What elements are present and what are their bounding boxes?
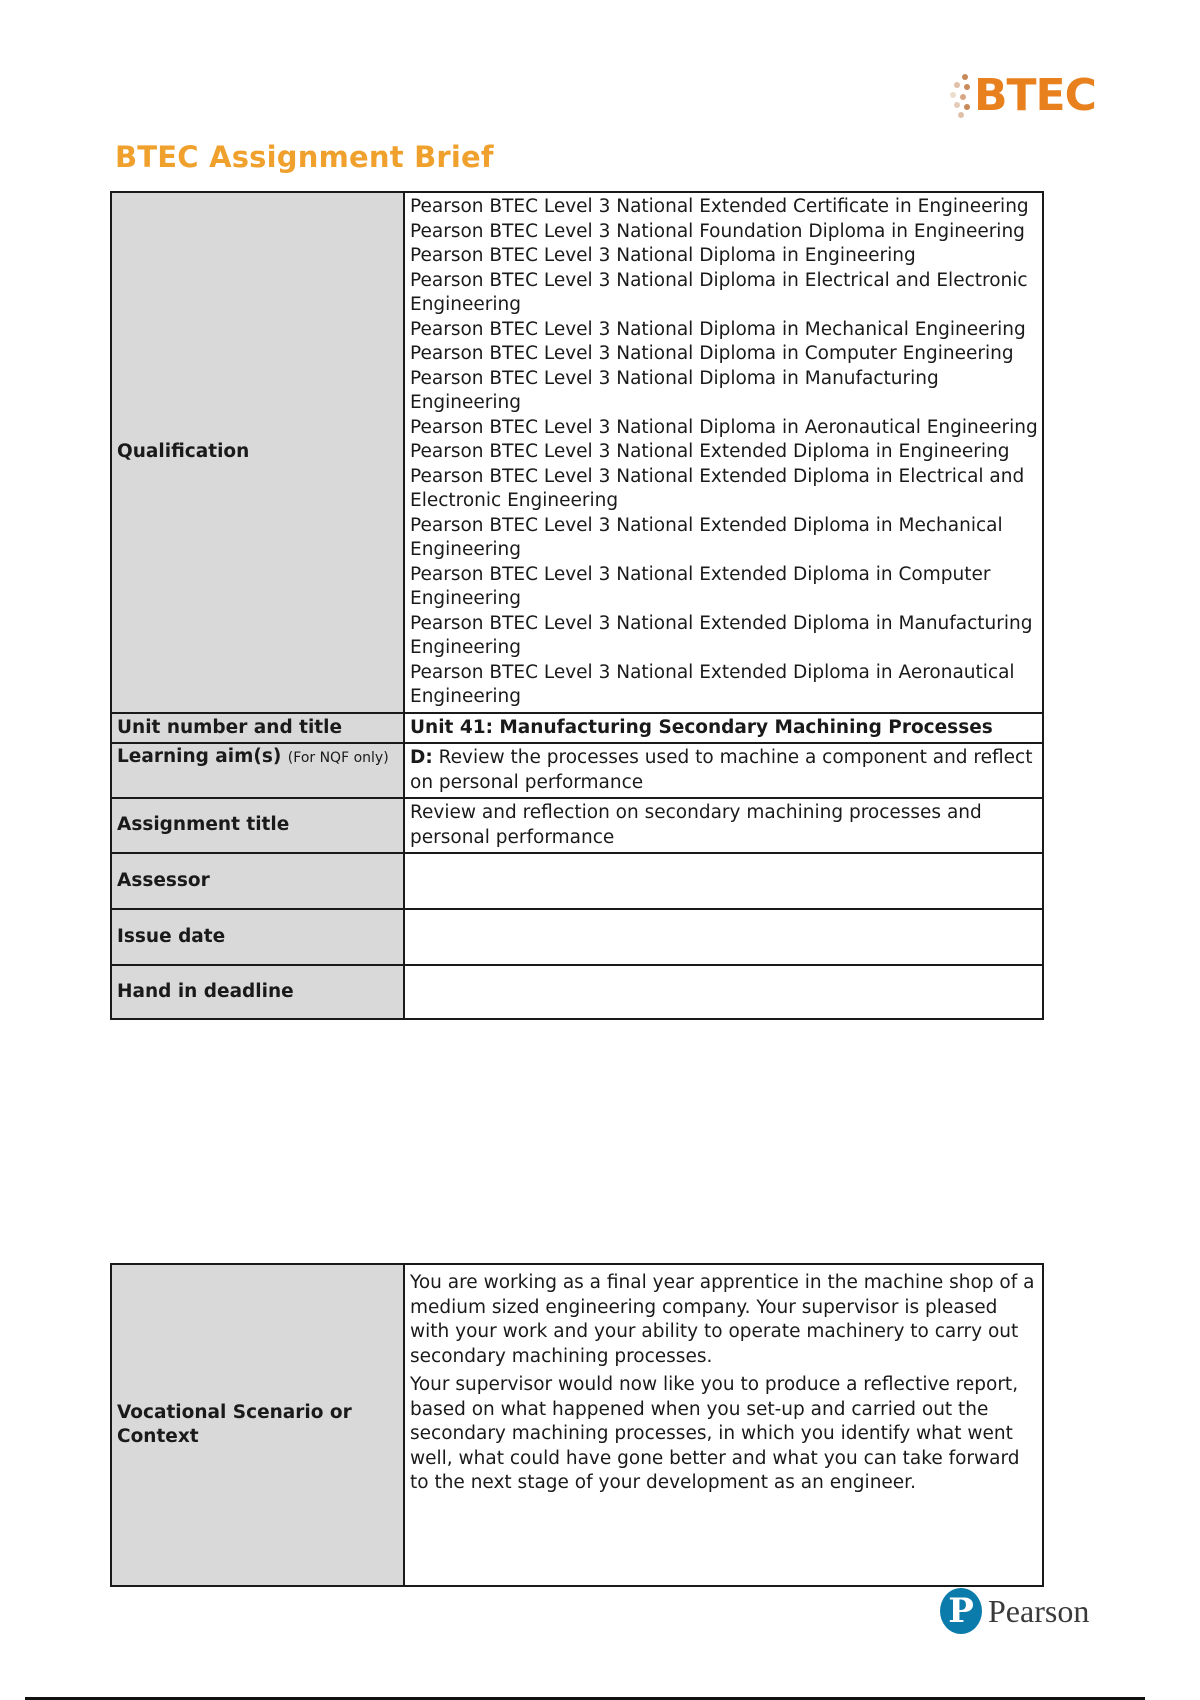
scenario-row [111,1264,1043,1586]
qualification-line: Pearson BTEC Level 3 National Extended Certificate in Engineering [410,196,1029,217]
assessor-field[interactable] [404,853,1043,909]
deadline-field[interactable] [404,965,1043,1019]
qualification-line: Pearson BTEC Level 3 National Extended Diploma in Engineering [410,441,1010,462]
deadline-row [111,965,1043,1019]
learning-aim-prefix: D: [410,747,433,768]
issue-date-label: Issue date [111,909,404,965]
learning-aim-label: Learning aim(s) [117,746,282,767]
unit-label: Unit number and title [111,713,404,744]
learning-aim-text: Review the processes used to machine a component and reflect on personal performance [410,747,1033,793]
qualification-line: Pearson BTEC Level 3 National Diploma in Manufacturing Engineering [410,367,939,413]
scenario-paragraph: Your supervisor would now like you to produce a reflective report, based on what happened when you set-up and carried out the secondary machining processes, in which you identify what went well, what could have gone better and what you can take forward to the next stage of your development as an engineer. [410,1374,1020,1493]
qualification-line: Pearson BTEC Level 3 National Extended Diploma in Manufacturing Engineering [410,612,1033,658]
pearson-logo [940,1588,1089,1634]
issue-date-field[interactable] [404,909,1043,965]
qualification-line: Pearson BTEC Level 3 National Extended Diploma in Electrical and Electronic Engineering [410,465,1025,511]
assessor-row [111,853,1043,909]
issue-date-row [111,909,1043,965]
scenario-value [404,1264,1043,1586]
qualification-line: Pearson BTEC Level 3 National Extended Diploma in Aeronautical Engineering [410,661,1015,707]
qualification-line: Pearson BTEC Level 3 National Diploma in Computer Engineering [410,343,1014,364]
scenario-paragraph: You are working as a final year apprentice in the machine shop of a medium sized engineering company. Your supervisor is pleased with your work and your ability to operate machinery to carry out secondary machining processes. [410,1272,1035,1367]
deadline-label: Hand in deadline [111,965,404,1019]
page-title: BTEC Assignment Brief [115,140,494,174]
btec-logo-text: BTEC [974,70,1096,121]
learning-aim-note: (For NQF only) [287,750,389,766]
assignment-title-row [111,798,1043,853]
pearson-logo-text: Pearson [988,1592,1090,1629]
qualification-line: Pearson BTEC Level 3 National Diploma in Aeronautical Engineering [410,416,1038,438]
qualification-line: Pearson BTEC Level 3 National Diploma in Electrical and Electronic Engineering [410,269,1028,315]
btec-dots-icon [948,72,974,120]
qualification-value [404,192,1043,713]
qualification-line: Pearson BTEC Level 3 National Diploma in Engineering [410,245,916,266]
scenario-label: Vocational Scenario or Context [111,1264,404,1586]
btec-logo [948,72,1096,120]
assessor-label: Assessor [111,853,404,909]
scenario-table [110,1263,1044,1587]
qualification-row [111,192,1043,713]
learning-aim-row [111,743,1043,798]
unit-value: Unit 41: Manufacturing Secondary Machining Processes [404,713,1043,744]
qualification-label: Qualification [111,192,404,713]
assignment-title-label: Assignment title [111,798,404,853]
qualification-line: Pearson BTEC Level 3 National Extended Diploma in Mechanical Engineering [410,514,1003,560]
brief-table [110,191,1044,1020]
qualification-line: Pearson BTEC Level 3 National Extended Diploma in Computer Engineering [410,563,991,609]
qualification-line: Pearson BTEC Level 3 National Diploma in Mechanical Engineering [410,318,1026,340]
assignment-title-value: Review and reflection on secondary machining processes and personal performance [404,798,1043,853]
learning-aim-value [404,743,1043,798]
unit-row [111,713,1043,744]
learning-aim-label-cell [111,743,404,798]
qualification-line: Pearson BTEC Level 3 National Foundation Diploma in Engineering [410,220,1025,242]
pearson-p-icon: P [940,1588,982,1634]
